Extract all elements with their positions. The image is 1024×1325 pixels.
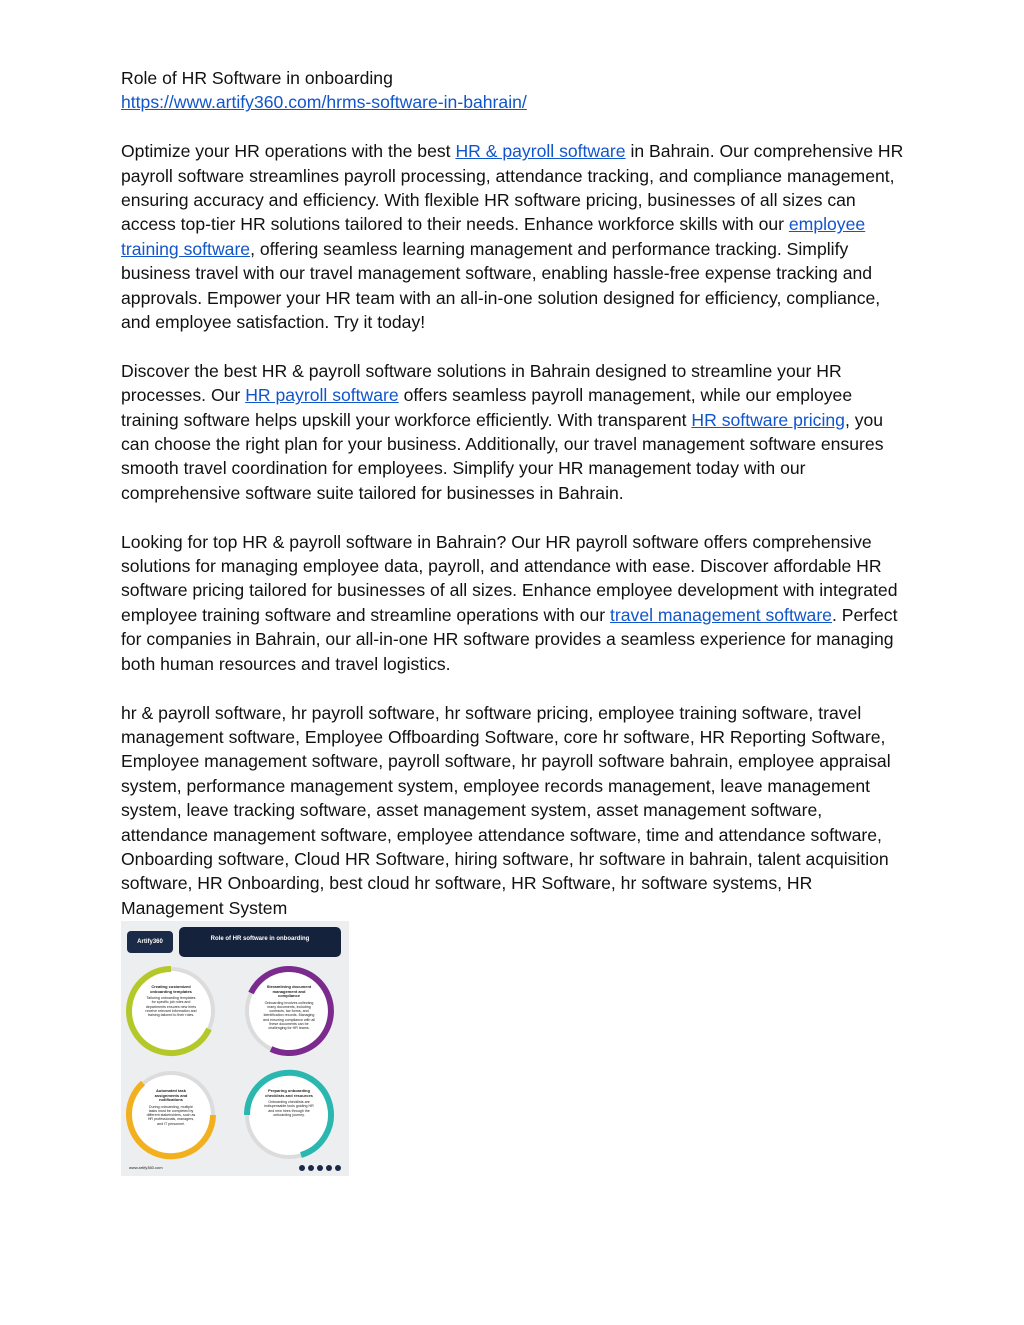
card-text: Creating customized onboarding templates Tailoring onboarding templates for specific job roles and departments ensures new hires receive relevant information and training tailored to their roles. [145,985,197,1017]
paragraph-1: Optimize your HR operations with the best HR & payroll software in Bahrain. Our comprehensive HR payroll software streamlines payroll processing, attendance tracking, and compliance management, ensuring accuracy and efficiency. With flexible HR software pricing, businesses of all sizes can access top-tier HR solutions tailored to their needs. Enhance workforce skills with our employee training software, offering seamless learning management and performance tracking. Simplify business travel with our travel management software, enabling hassle-free expense tracking and approvals. Empower your HR team with an all-in-one solution designed for efficiency, compliance, and employee satisfaction. Try it today! [121,141,904,333]
facebook-icon [299,1165,305,1171]
artify360-logo: Artify360 [127,931,173,953]
hr-software-pricing-link[interactable]: HR software pricing [691,409,845,430]
paragraph-3: Looking for top HR & payroll software in Bahrain? Our HR payroll software offers comprehensive solutions for managing employee data, payroll, and attendance with ease. Discover affordable HR software pricing tailored for businesses of all sizes. Enhance employee development with integrated employee training software and streamline operations with our travel management software. Perfect for companies in Bahrain, our all-in-one HR software provides a seamless experience for managing both human resources and travel logistics. [121,531,898,674]
card-text: Streamlining document management and compliance Onboarding involves collecting many documents, including contracts, tax forms, and identification records. Managing and ensuring compliance with all these documents can be challenging for HR teams. [263,985,315,1030]
instagram-icon [308,1165,314,1171]
linkedin-icon [326,1165,332,1171]
twitter-icon [317,1165,323,1171]
onboarding-infographic [121,921,349,1176]
card-text: Preparing onboarding checklists and resources Onboarding checklists are indispensable tools guiding HR and new hires through the onboarding journey. [264,1089,314,1117]
infographic-header [179,927,341,957]
document-title: Role of HR Software in onboarding [121,68,393,88]
hr-payroll-software-link[interactable]: HR & payroll software [455,141,626,162]
document-body [121,66,911,920]
youtube-icon [335,1165,341,1171]
onboarding-card-tasks [123,1067,219,1163]
hr-payroll-software-link-2[interactable]: HR payroll software [245,385,399,406]
infographic-footer-url: www.artify360.com [129,1165,163,1170]
infographic-title: Role of HR software in onboarding [210,936,310,942]
social-icons [299,1165,341,1171]
source-url-link[interactable]: https://www.artify360.com/hrms-software-in-bahrain/ [121,92,527,113]
onboarding-card-checklists [241,1067,337,1163]
keywords-paragraph: hr & payroll software, hr payroll software, hr software pricing, employee training software, travel management software, Employee Offboarding Software, core hr software, HR Reporting Software, Employee management software, payroll software, hr payroll software bahrain, employee appraisal system, performance management system, employee records management, leave management system, leave tracking software, asset management system, asset management software, attendance management software, employee attendance software, time and attendance software, Onboarding software, Cloud HR Software, hiring software, hr software in bahrain, talent acquisition software, HR Onboarding, best cloud hr software, HR Software, hr software systems, HR Management System [121,702,891,918]
travel-management-software-link[interactable]: travel management software [609,604,832,625]
onboarding-card-documents [241,963,337,1059]
paragraph-2: Discover the best HR & payroll software solutions in Bahrain designed to streamline your HR processes. Our HR payroll software offers seamless payroll management, while our employee training software helps upskill your workforce efficiently. With transparent HR software pricing, you can choose the right plan for your business. Additionally, our travel management software ensures smooth travel coordination for employees. Simplify your HR management today with our comprehensive software suite tailored for businesses in Bahrain. [121,360,884,503]
onboarding-card-templates [123,963,219,1059]
employee-training-software-link[interactable]: employee training software [121,214,866,259]
card-text: Automated task assignments and notifications During onboarding, multiple tasks must be completed by different stakeholders, such as HR professionals, managers, and IT personnel. [146,1089,196,1126]
